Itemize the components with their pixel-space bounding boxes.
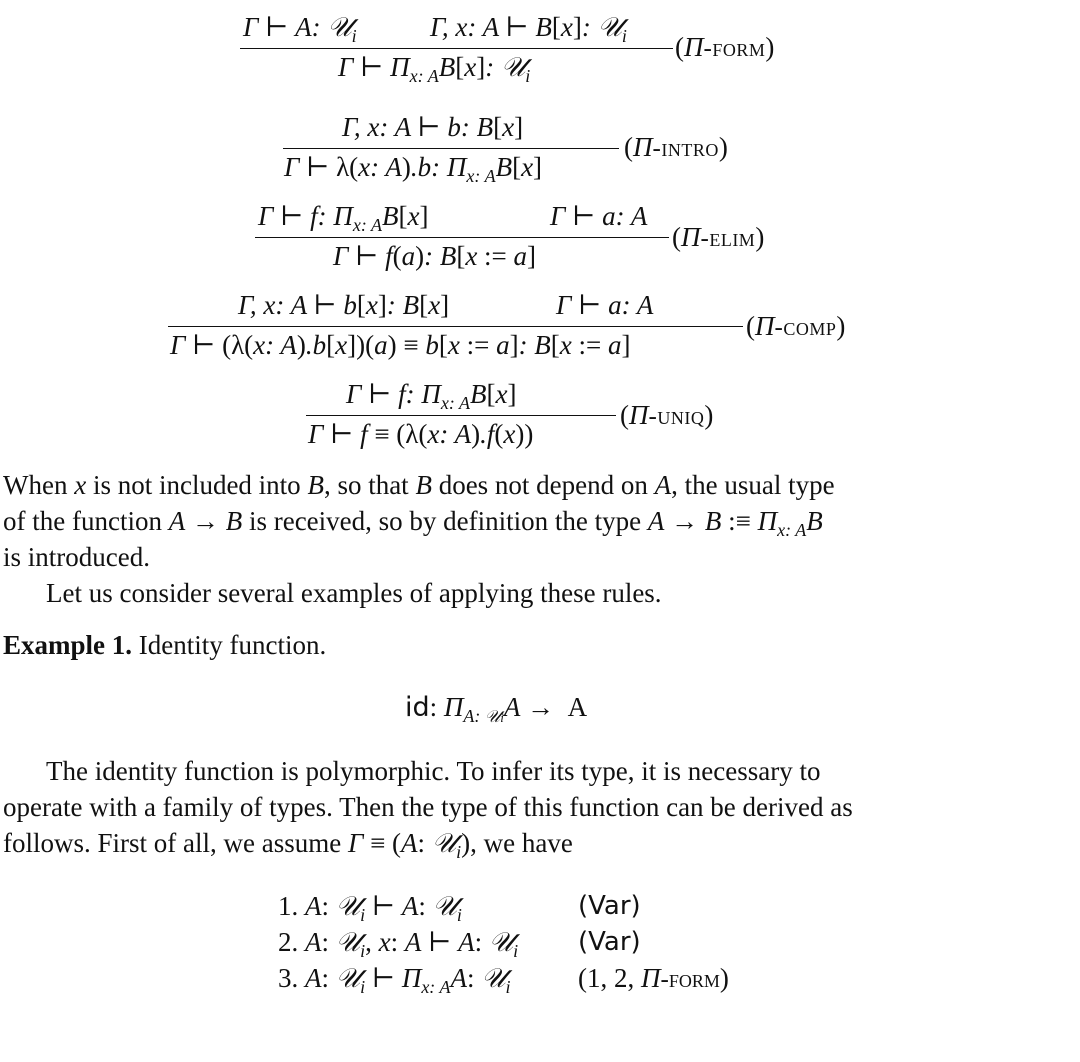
rule-premise: Γ ⊢ f: $\Pi_{x: A}B[x]$ <box>258 201 429 235</box>
rule-premise: Γ ⊢ A: 𝒰$_i$ <box>243 12 357 46</box>
step-number: 3. <box>278 963 299 993</box>
step-number: 1. <box>278 891 299 921</box>
example-title: Identity function. <box>138 630 327 660</box>
rule-premise: Γ ⊢ a: A <box>556 290 654 320</box>
rule-conclusion: Γ ⊢ λ(x: A).b: $\Pi_{x: A}B[x]$ <box>284 152 543 186</box>
paragraph-line: When x is not included into B, so that B does not depend on A, the usual type <box>3 470 835 500</box>
rule-name: (Π-elim) <box>672 222 765 252</box>
identity-formula: id: $\Pi_{A: 𝒰i}A \to A$ <box>405 692 588 727</box>
step-number: 2. <box>278 927 299 957</box>
rule-premise: Γ, x: A ⊢ B[x]: 𝒰$_i$ <box>430 12 627 46</box>
paragraph-line: is introduced. <box>3 542 150 572</box>
example-heading <box>3 632 326 659</box>
step-justification: (Var) <box>578 891 641 921</box>
inference-line <box>240 48 673 49</box>
inference-line <box>306 415 616 416</box>
rule-name: (Π-intro) <box>624 132 728 162</box>
paragraph-2: Let us consider several examples of applying these rules. <box>46 578 662 608</box>
rule-conclusion: Γ ⊢ f ≡ (λ(x: A).f(x)) <box>308 419 534 449</box>
rule-premise: Γ ⊢ f: $\Pi_{x: A}B[x]$ <box>346 379 517 413</box>
example-label: Example 1. <box>3 630 133 660</box>
rule-premise: Γ, x: A ⊢ b[x]: B[x] <box>238 290 450 320</box>
inference-line <box>255 237 669 238</box>
step-justification: (1, 2, Π-form) <box>578 963 729 993</box>
rule-conclusion: Γ ⊢ f(a): B[x := a] <box>333 241 537 271</box>
rule-premise: Γ ⊢ a: A <box>550 201 648 231</box>
rule-name: (Π-comp) <box>746 311 846 341</box>
paragraph-line: follows. First of all, we assume Γ ≡ (A: 𝒰$_i$), we have <box>3 828 573 862</box>
step-justification: (Var) <box>578 927 641 957</box>
paragraph-line: operate with a family of types. Then the type of this function can be derived as <box>3 792 853 822</box>
rule-name: (Π-uniq) <box>620 400 714 430</box>
derivation-step: 3. A: 𝒰$_i$ ⊢ $\Pi_{x: A}A$: 𝒰$_i$ <box>278 963 511 997</box>
rule-conclusion: Γ ⊢ $\Pi_{x: A}B[x]$: 𝒰$_i$ <box>338 52 531 86</box>
paragraph-line: The identity function is polymorphic. To infer its type, it is necessary to <box>46 756 821 786</box>
rule-premise: Γ, x: A ⊢ b: B[x] <box>342 112 524 142</box>
rule-conclusion: Γ ⊢ (λ(x: A).b[x])(a) ≡ b[x := a]: B[x := a] <box>170 330 631 360</box>
rule-name: (Π-form) <box>675 32 775 62</box>
paragraph-line: of the function A → B is received, so by definition the type A → B :≡ $\Pi_{x: A}B$ <box>3 506 823 540</box>
inference-line <box>168 326 743 327</box>
formula-id: id <box>405 692 430 723</box>
derivation-step: 1. A: 𝒰$_i$ ⊢ A: 𝒰$_i$ <box>278 891 462 925</box>
derivation-step: 2. A: 𝒰$_i$, x: A ⊢ A: 𝒰$_i$ <box>278 927 519 961</box>
inference-line <box>283 148 619 149</box>
